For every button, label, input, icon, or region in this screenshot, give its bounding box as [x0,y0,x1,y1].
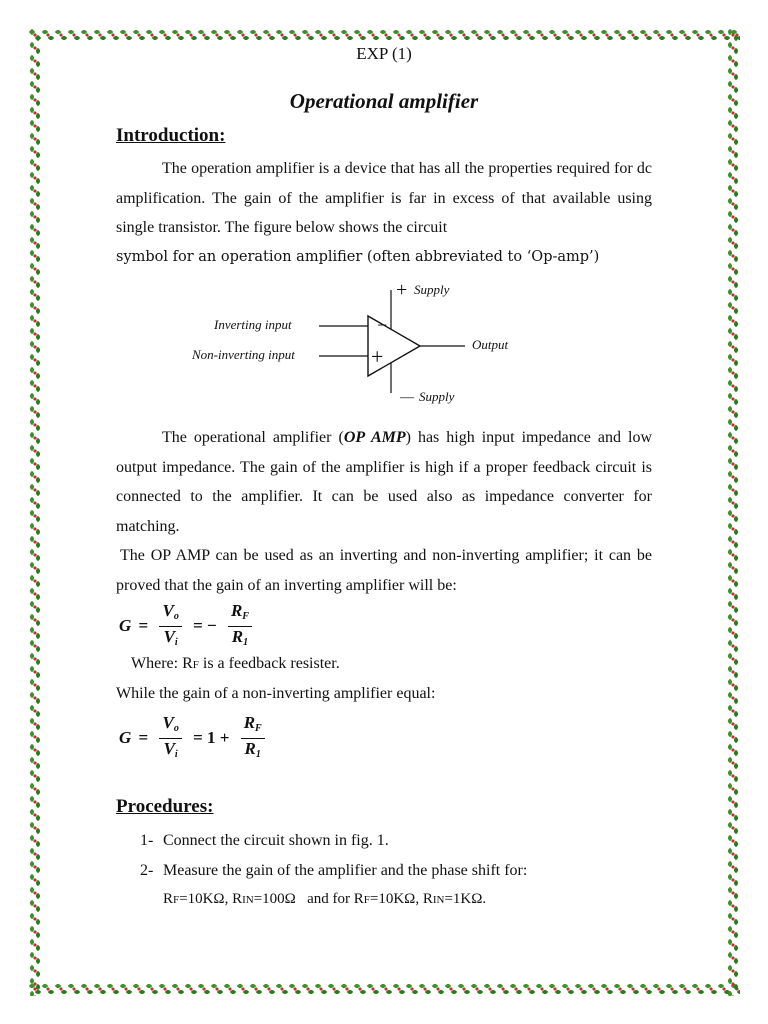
formula-g: G [119,615,132,635]
procedures-heading: Procedures: [116,796,214,817]
formula-equals-one-plus: = 1 + [193,727,230,747]
page-title: Operational amplifier [289,89,479,113]
output-label: Output [472,337,509,352]
intro-text-last-line: symbol for an operation amplifier (often abbreviated to ‘Op-amp’) [116,248,600,265]
formula-equals: = [138,615,149,635]
vo-over-vi-fraction: $\frac{V_o}{V_i}$ [159,602,181,652]
formula-equals-minus: = − [193,615,217,635]
op-amp-circuit-diagram [180,278,540,413]
op-amp-emphasis: OP AMP [343,429,406,446]
plus-terminal-sign: + [371,344,384,369]
non-inverting-gain-formula [119,714,269,764]
minus-terminal-sign: − [377,315,388,335]
inverting-gain-formula [119,602,256,652]
intro-text: The operation amplifier is a device that has all the properties required for dc amplification. The gain of the amplifier is far in excess of that available using single transistor. The figure below shows the circuit [116,160,652,237]
p2-rest: ) has high input impedance and low output impedance. The gain of the amplifier is high if a proper feedback circuit is connected to the amplifier. It can be used also as impedance converter for matching. [116,429,653,535]
non-inverting-gain-intro: While the gain of a non-inverting amplifier equal: [116,685,436,702]
inverting-input-label: Inverting input [214,317,292,332]
procedures-list [140,826,660,916]
where-feedback-line: Where: RF is a feedback resister. [131,655,340,672]
inverting-noninverting-paragraph: The OP AMP can be used as an inverting and non-inverting amplifier; it can be proved that the gain of an inverting amplifier will be: [116,547,652,594]
supply-plus-label: Supply [414,282,450,297]
non-inverting-input-label: Non-inverting input [192,347,295,362]
experiment-number: EXP (1) [356,44,412,63]
vo-over-vi-fraction: $\frac{V_o}{V_i}$ [159,714,181,764]
op-amp-description-paragraph [116,423,652,601]
rf-over-r1-fraction: $\frac{R_F}{R_1}$ [228,602,252,652]
list-item: 1- Connect the circuit shown in fig. 1. [140,832,389,849]
rf-over-r1-fraction: $\frac{R_F}{R_1}$ [241,714,265,764]
list-item: 2- Measure the gain of the amplifier and the phase shift for: [140,861,528,879]
p2-start: The operational amplifier ( [162,429,344,446]
supply-plus-sign: + [396,279,408,301]
supply-minus-sign: — [400,390,414,405]
formula-equals: = [138,727,149,747]
resistor-values-line: RF=10KΩ, RIN=100Ω and for RF=10KΩ, RIN=1KΩ. [163,891,487,908]
introduction-paragraph [116,154,652,272]
supply-minus-label: Supply [419,389,455,404]
introduction-heading: Introduction: [116,125,226,146]
formula-g: G [119,727,132,747]
